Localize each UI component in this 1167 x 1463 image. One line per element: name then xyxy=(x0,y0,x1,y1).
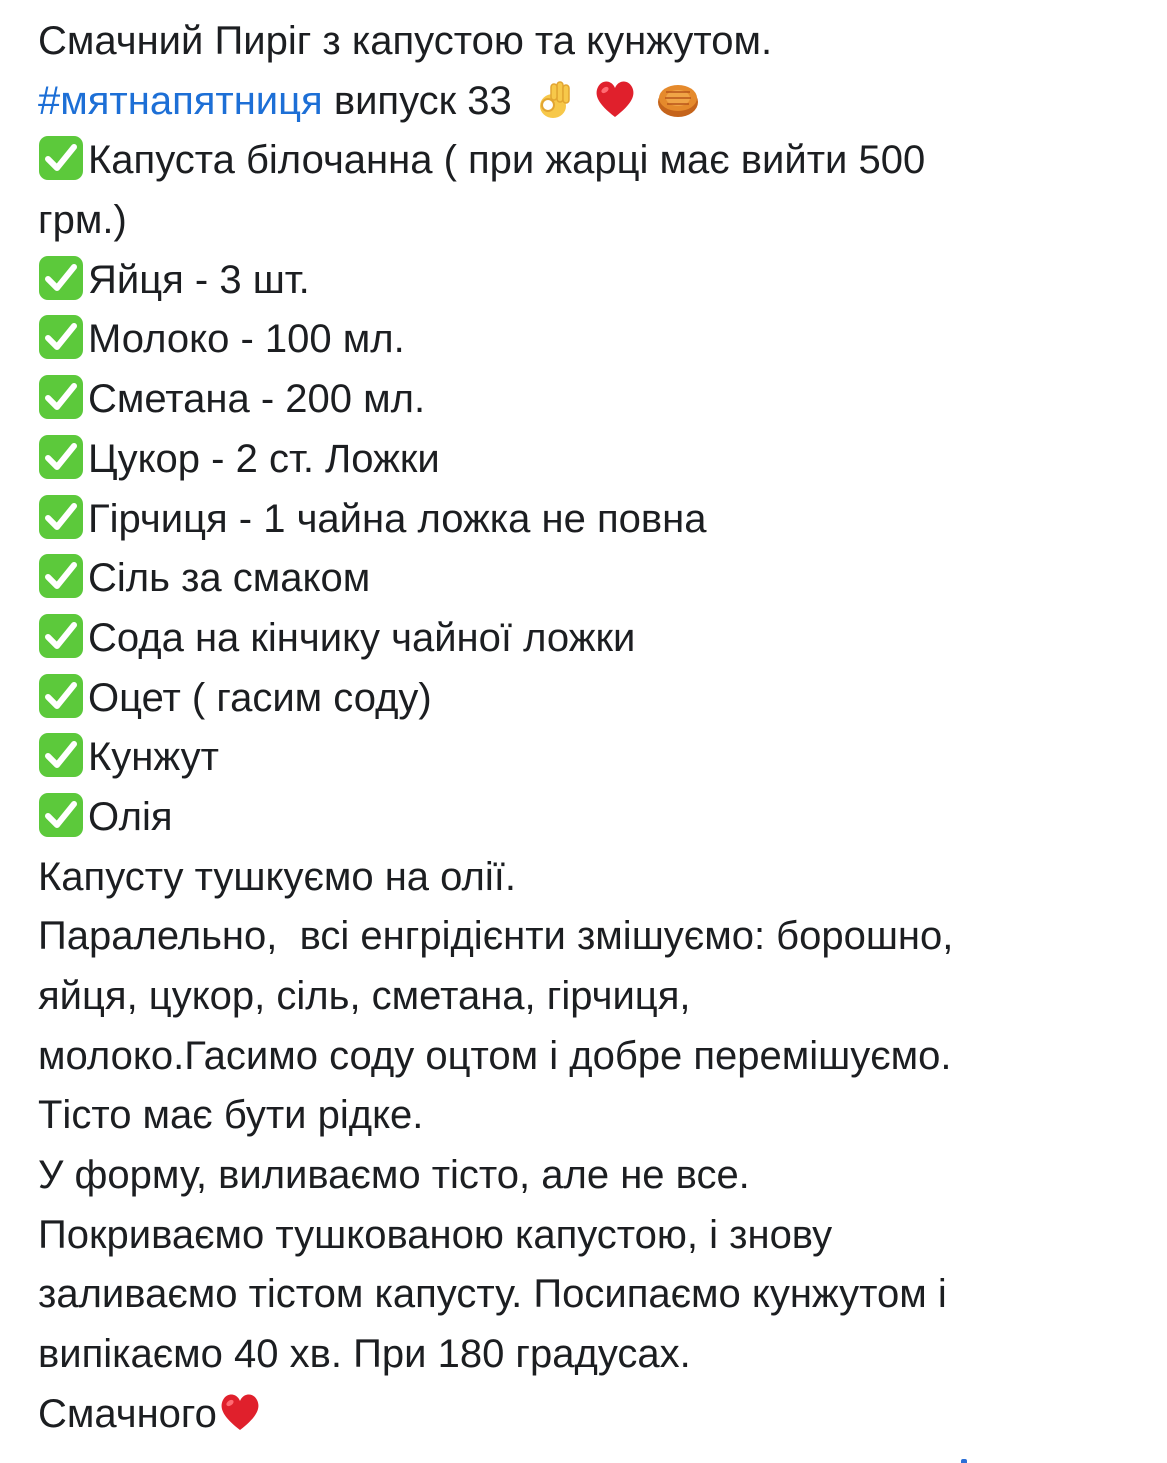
ingredient-text: Кунжут xyxy=(88,735,219,780)
ingredient-text: Капуста білочанна ( при жарці має вийти 500 xyxy=(88,138,926,183)
instruction-line: Капусту тушкуємо на олії. xyxy=(38,854,516,899)
instruction-line: молоко.Гасимо соду оцтом і добре перемішуємо. xyxy=(38,1033,952,1078)
instruction-line: У форму, виливаємо тісто, але не все. xyxy=(38,1153,750,1198)
ingredient-item xyxy=(38,131,1138,191)
ingredient-text: Олія xyxy=(88,794,173,839)
red-heart-icon xyxy=(592,76,638,122)
red-heart-icon xyxy=(217,1389,263,1435)
check-mark-icon xyxy=(38,374,84,420)
instruction-line: яйця, цукор, сіль, сметана, гірчиця, xyxy=(38,974,691,1018)
ingredient-text: Цукор - 2 ст. Ложки xyxy=(88,436,440,481)
hashtag-link[interactable]: #мятнапятниця xyxy=(38,78,323,123)
check-mark-icon xyxy=(38,732,84,778)
ingredient-item xyxy=(38,609,1138,669)
check-mark-icon xyxy=(38,255,84,301)
ingredient-text: Гірчиця - 1 чайна ложка не повна xyxy=(88,496,707,541)
ingredient-item xyxy=(38,669,1138,729)
instruction-line: Паралельно, всі енгрідієнти змішуємо: борошно, xyxy=(38,914,954,959)
ingredient-item xyxy=(38,490,1138,550)
ingredient-text: Молоко - 100 мл. xyxy=(88,317,405,362)
check-mark-icon xyxy=(38,792,84,838)
ingredient-text: Сметана - 200 мл. xyxy=(88,377,426,422)
check-mark-icon xyxy=(38,314,84,360)
ingredient-text: Оцет ( гасим соду) xyxy=(88,675,432,720)
closing-text: Смачного xyxy=(38,1391,217,1436)
post-text xyxy=(38,12,1138,1445)
mooncake-icon xyxy=(655,76,701,122)
partial-link-mark xyxy=(961,1459,967,1463)
hashtag-line xyxy=(38,72,1138,132)
ingredient-item xyxy=(38,370,1138,430)
check-mark-icon xyxy=(38,613,84,659)
ingredient-item xyxy=(38,430,1138,490)
check-mark-icon xyxy=(38,673,84,719)
instruction-line: випікаємо 40 хв. При 180 градусах. xyxy=(38,1332,691,1377)
ingredient-text: Сода на кінчику чайної ложки xyxy=(88,615,636,660)
instruction-line: заливаємо тістом капусту. Посипаємо кунжутом і xyxy=(38,1272,947,1317)
ingredient-continuation: грм.) xyxy=(38,198,127,243)
ingredient-item xyxy=(38,310,1138,370)
check-mark-icon xyxy=(38,135,84,181)
instruction-line: Тісто має бути рідке. xyxy=(38,1093,424,1138)
post-title: Смачний Пиріг з капустою та кунжутом. xyxy=(38,19,773,63)
ingredient-item xyxy=(38,549,1138,609)
closing-line xyxy=(38,1385,1138,1445)
check-mark-icon xyxy=(38,494,84,540)
ingredient-item xyxy=(38,728,1138,788)
instruction-line: Покриваємо тушкованою капустою, і знову xyxy=(38,1212,833,1257)
check-mark-icon xyxy=(38,434,84,480)
ingredient-item xyxy=(38,788,1138,848)
ingredient-text: Сіль за смаком xyxy=(88,556,371,601)
ingredient-text: Яйця - 3 шт. xyxy=(88,257,310,302)
check-mark-icon xyxy=(38,553,84,599)
issue-label: випуск 33 xyxy=(322,78,512,123)
ok-hand-icon xyxy=(529,76,575,122)
ingredient-item xyxy=(38,251,1138,311)
